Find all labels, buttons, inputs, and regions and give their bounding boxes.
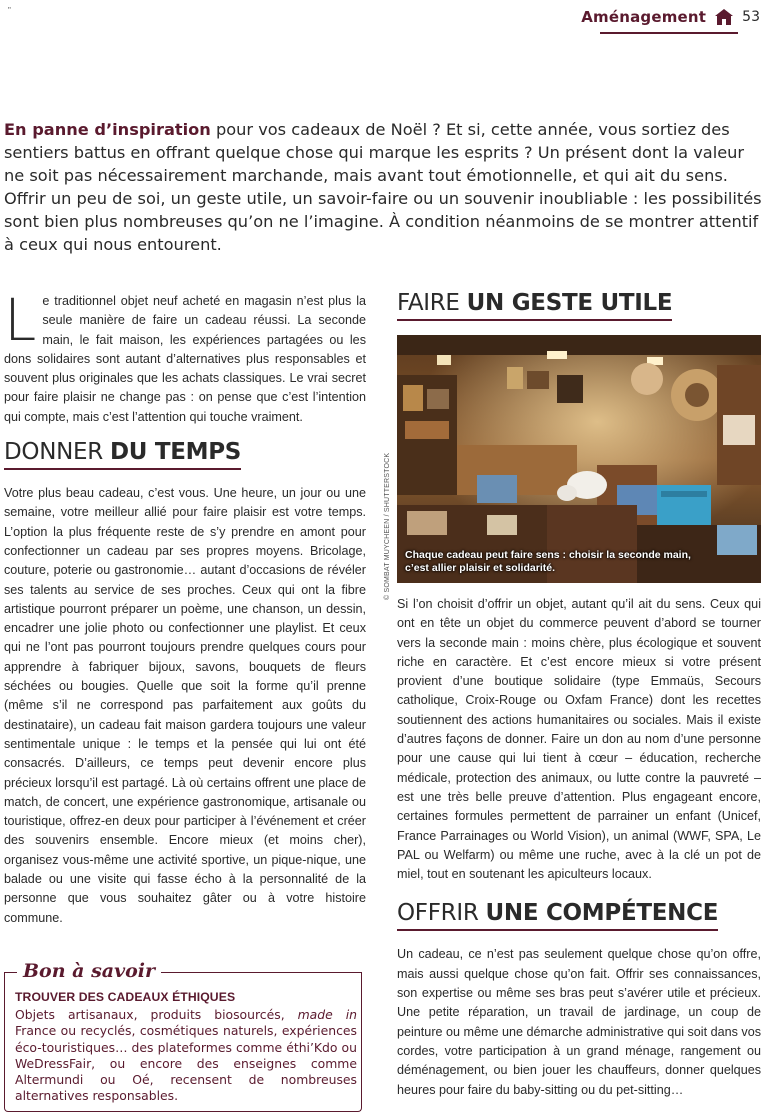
secondhand-shop-photo	[397, 335, 761, 583]
header-underline	[600, 32, 738, 34]
photo-caption: Chaque cadeau peut faire sens : choisir la seconde main, c’est allier plaisir et solidarité.	[405, 549, 691, 574]
title-bold: DU TEMPS	[109, 439, 242, 466]
corner-mark: "	[8, 6, 11, 15]
infobox-border	[4, 972, 18, 973]
title-bold: UN GESTE UTILE	[466, 290, 673, 316]
shop-illustration	[397, 335, 761, 583]
title-light: OFFRIR	[397, 900, 486, 927]
intro-paragraph	[4, 118, 764, 256]
infobox-text-part: Objets artisanaux, produits biosourcés,	[15, 1007, 298, 1022]
section-name: Aménagement	[581, 8, 707, 26]
photo-credit	[384, 440, 394, 600]
opening-paragraph	[4, 286, 366, 427]
dropcap: L	[4, 286, 37, 354]
infobox	[4, 960, 362, 1112]
infobox-tab: Bon à savoir	[17, 960, 161, 982]
intro-lead: En panne d’inspiration	[4, 120, 211, 139]
infobox-border	[157, 972, 362, 973]
section-gesture-text: Si l’on choisit d’offrir un objet, autant qu’il ait du sens. Ceux qui ont en tête un objet du commerce peuvent d’abord se tourner vers la seconde main : moins chère, plus écologique et souvent riche en caractère. Et c’est encore mieux si votre présent provient d’une boutique solidaire (type Emmaüs, Secours catholique, Croix-Rouge ou Oxfam France) dont les recettes soutiennent des actions humanitaires ou sociales. Mais il existe d’autres façons de donner. Faire un don au nom d’une personne pour une cause qui lui tient à cœur – éducation, recherche médicale, protection des animaux, ou lutte contre la pauvreté – est une très belle preuve d’attention. Plus engageant encore, certaines formules permettent de parrainer un enfant (Unicef, France Parrainages ou World Vision), un animal (WWF, SPA, Le PAL ou Welfarm) ou même une ruche, avec à la clé un pot de miel, tout en soutenant les apiculteurs locaux.	[397, 597, 761, 882]
title-light: FAIRE	[397, 290, 467, 316]
page-header	[581, 8, 760, 26]
photo-credit-text: © SOMBAT MUYCHEEN / SHUTTERSTOCK	[384, 452, 391, 600]
section-title-gesture	[397, 290, 672, 321]
opening-text: e traditionnel objet neuf acheté en magasin n’est plus la seule manière de faire un cadeau réussi. La seconde main, le fait maison, les expériences partagées ou les dons solidaires sont autant d’alternatives plus responsables et souvent plus originales que les achats classiques. Le vrai secret pour faire plaisir ne change pas : on pense que c’est l’intention qui compte, mais c’est l’attention qui touche vraiment.	[4, 294, 366, 424]
title-light: DONNER	[4, 439, 110, 466]
title-bold: UNE COMPÉTENCE	[485, 900, 719, 927]
left-column	[4, 286, 366, 928]
intro-text: pour vos cadeaux de Noël ? Et si, cette année, vous sortiez des sentiers battus en offrant quelque chose qui marque les esprits ? Un présent dont la valeur ne soit pas nécessairement marchande, mais avant tout émotionnelle, et qui ait du sens. Offrir un peu de soi, un geste utile, un savoir-faire ou un souvenir inoubliable : les possibilités sont bien plus nombreuses qu’on ne l’imagine. À condition néanmoins de se montrer attentif à ceux qui nous entourent.	[4, 120, 762, 254]
page-number: 53	[742, 9, 760, 25]
infobox-heading: TROUVER DES CADEAUX ÉTHIQUES	[15, 990, 236, 1004]
house-icon	[714, 8, 734, 26]
infobox-text	[15, 1007, 357, 1105]
section-title-skill	[397, 900, 718, 931]
section-skill-text: Un cadeau, ce n’est pas seulement quelque chose qu’on offre, mais aussi quelque chose qu’on fait. Offrir ses connaissances, son expertise ou même ses bras peut s’avérer utile et précieux. Une petite réparation, un travail de jardinage, un coup de peinture ou même une démarche administrative qui soit dans vos cordes, votre participation à un grand ménage, rangement ou déménagement, ou bien jouer les chauffeurs, donner quelques heures pour faire du baby-sitting ou du pet-sitting…	[397, 947, 762, 1097]
section-title-time	[4, 439, 241, 470]
section-time-text: Votre plus beau cadeau, c’est vous. Une heure, un jour ou une semaine, votre meilleur allié pour faire plaisir est votre temps. L’option la plus fréquente reste de s’y prendre en amont pour confectionner un cadeau par ses propres moyens. Bricolage, couture, poterie ou gastronomie… autant d’occasions de révéler ses talents au service de ses proches. Ceux qui ont la fibre artistique pourront préparer un poème, une chanson, un dessin, encadrer une jolie photo ou confectionner une playlist. Et ceux qui ne l’ont pas pourront toujours prendre quelques cours pour apprendre à fabriquer bijoux, savons, bouquets de fleurs séchées ou bougies. Quelle que soit la forme qu’il prenne (même s’il ne correspond pas parfaitement aux goûts du destinataire), un cadeau fait maison gardera toujours une valeur sentimentale unique : le temps et la pensée qui lui ont été consacrés. D’ailleurs, ce temps peut devenir encore plus précieux lorsqu’il est partagé. Là où certains offrent une place de match, de concert, une expérience gastronomique, artisanale ou touristique, offrez-en deux pour participer à l’événement et créer des souvenirs ensemble. Encore mieux (et moins cher), organisez vous-même une activité sportive, un pique-nique, une balade ou une visite qui fasse écho à la personnalité de la personne que vous souhaitez gâter ou à votre histoire commune.	[4, 486, 366, 925]
infobox-text-part: France ou recyclés, cosmétiques naturels, expériences éco-touristiques… des plateformes comme éthi’Kdo ou WeDressFair, ou encore des enseignes comme Altermundi ou Oé, recensent de nombreuses alternatives responsables.	[15, 1023, 357, 1104]
right-column	[397, 290, 761, 1100]
infobox-text-italic: made in	[297, 1007, 357, 1022]
